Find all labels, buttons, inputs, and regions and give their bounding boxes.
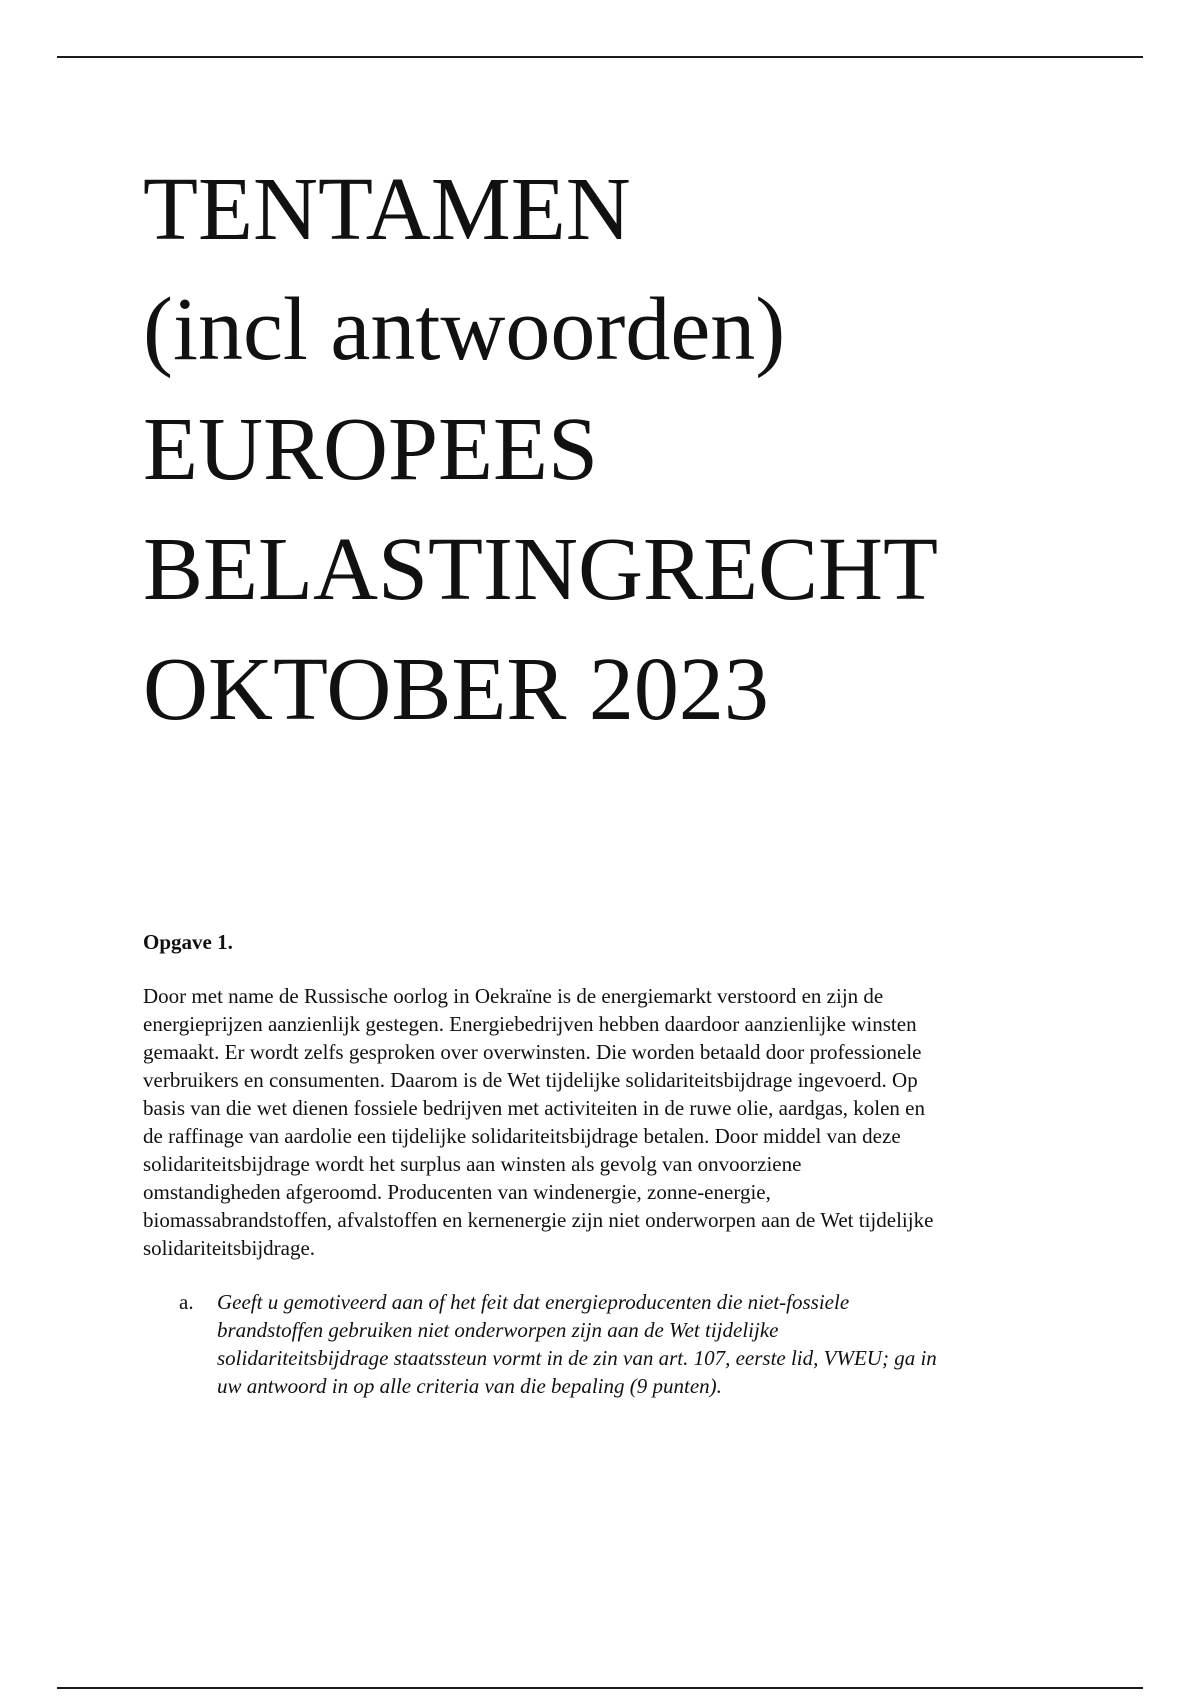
- paragraph-line: de raffinage van aardolie een tijdelijke solidariteitsbijdrage betalen. Door middel van deze: [143, 1124, 901, 1148]
- title-line: (incl antwoorden): [143, 280, 786, 379]
- question-marker: a.: [179, 1290, 194, 1314]
- bottom-rule: [57, 1687, 1143, 1689]
- question-text: [217, 1288, 937, 1400]
- paragraph-line: energieprijzen aanzienlijk gestegen. Energiebedrijven hebben daardoor aanzienlijke winsten: [143, 1012, 917, 1036]
- paragraph-line: solidariteitsbijdrage.: [143, 1236, 316, 1260]
- paragraph-line: Door met name de Russische oorlog in Oekraïne is de energiemarkt verstoord en zijn de: [143, 984, 884, 1008]
- top-rule: [57, 56, 1143, 58]
- paragraph-line: basis van die wet dienen fossiele bedrijven met activiteiten in de ruwe olie, aardgas, kolen en: [143, 1096, 925, 1120]
- title-line: OKTOBER 2023: [143, 640, 769, 739]
- question-line: uw antwoord in op alle criteria van die bepaling (9 punten).: [217, 1374, 722, 1398]
- question-line: solidariteitsbijdrage staatssteun vormt in de zin van art. 107, eerste lid, VWEU; ga in: [217, 1346, 937, 1370]
- body-paragraph: [143, 982, 1063, 1262]
- paragraph-line: omstandigheden afgeroomd. Producenten van windenergie, zonne-energie,: [143, 1180, 771, 1204]
- question-line: brandstoffen gebruiken niet onderworpen zijn aan de Wet tijdelijke: [217, 1318, 779, 1342]
- paragraph-line: gemaakt. Er wordt zelfs gesproken over overwinsten. Die worden betaald door professionele: [143, 1040, 922, 1064]
- paragraph-line: solidariteitsbijdrage wordt het surplus aan winsten als gevolg van onvoorziene: [143, 1152, 802, 1176]
- section-heading: Opgave 1.: [143, 930, 233, 954]
- paragraph-line: biomassabrandstoffen, afvalstoffen en kernenergie zijn niet onderworpen aan de Wet tijdelijke: [143, 1208, 934, 1232]
- document-title: [143, 150, 1143, 750]
- question-line: Geeft u gemotiveerd aan of het feit dat energieproducenten die niet-fossiele: [217, 1290, 850, 1314]
- title-line: TENTAMEN: [143, 160, 631, 259]
- title-line: EUROPEES: [143, 400, 599, 499]
- paragraph-line: verbruikers en consumenten. Daarom is de Wet tijdelijke solidariteitsbijdrage ingevoerd. Op: [143, 1068, 918, 1092]
- title-line: BELASTINGRECHT: [143, 520, 938, 619]
